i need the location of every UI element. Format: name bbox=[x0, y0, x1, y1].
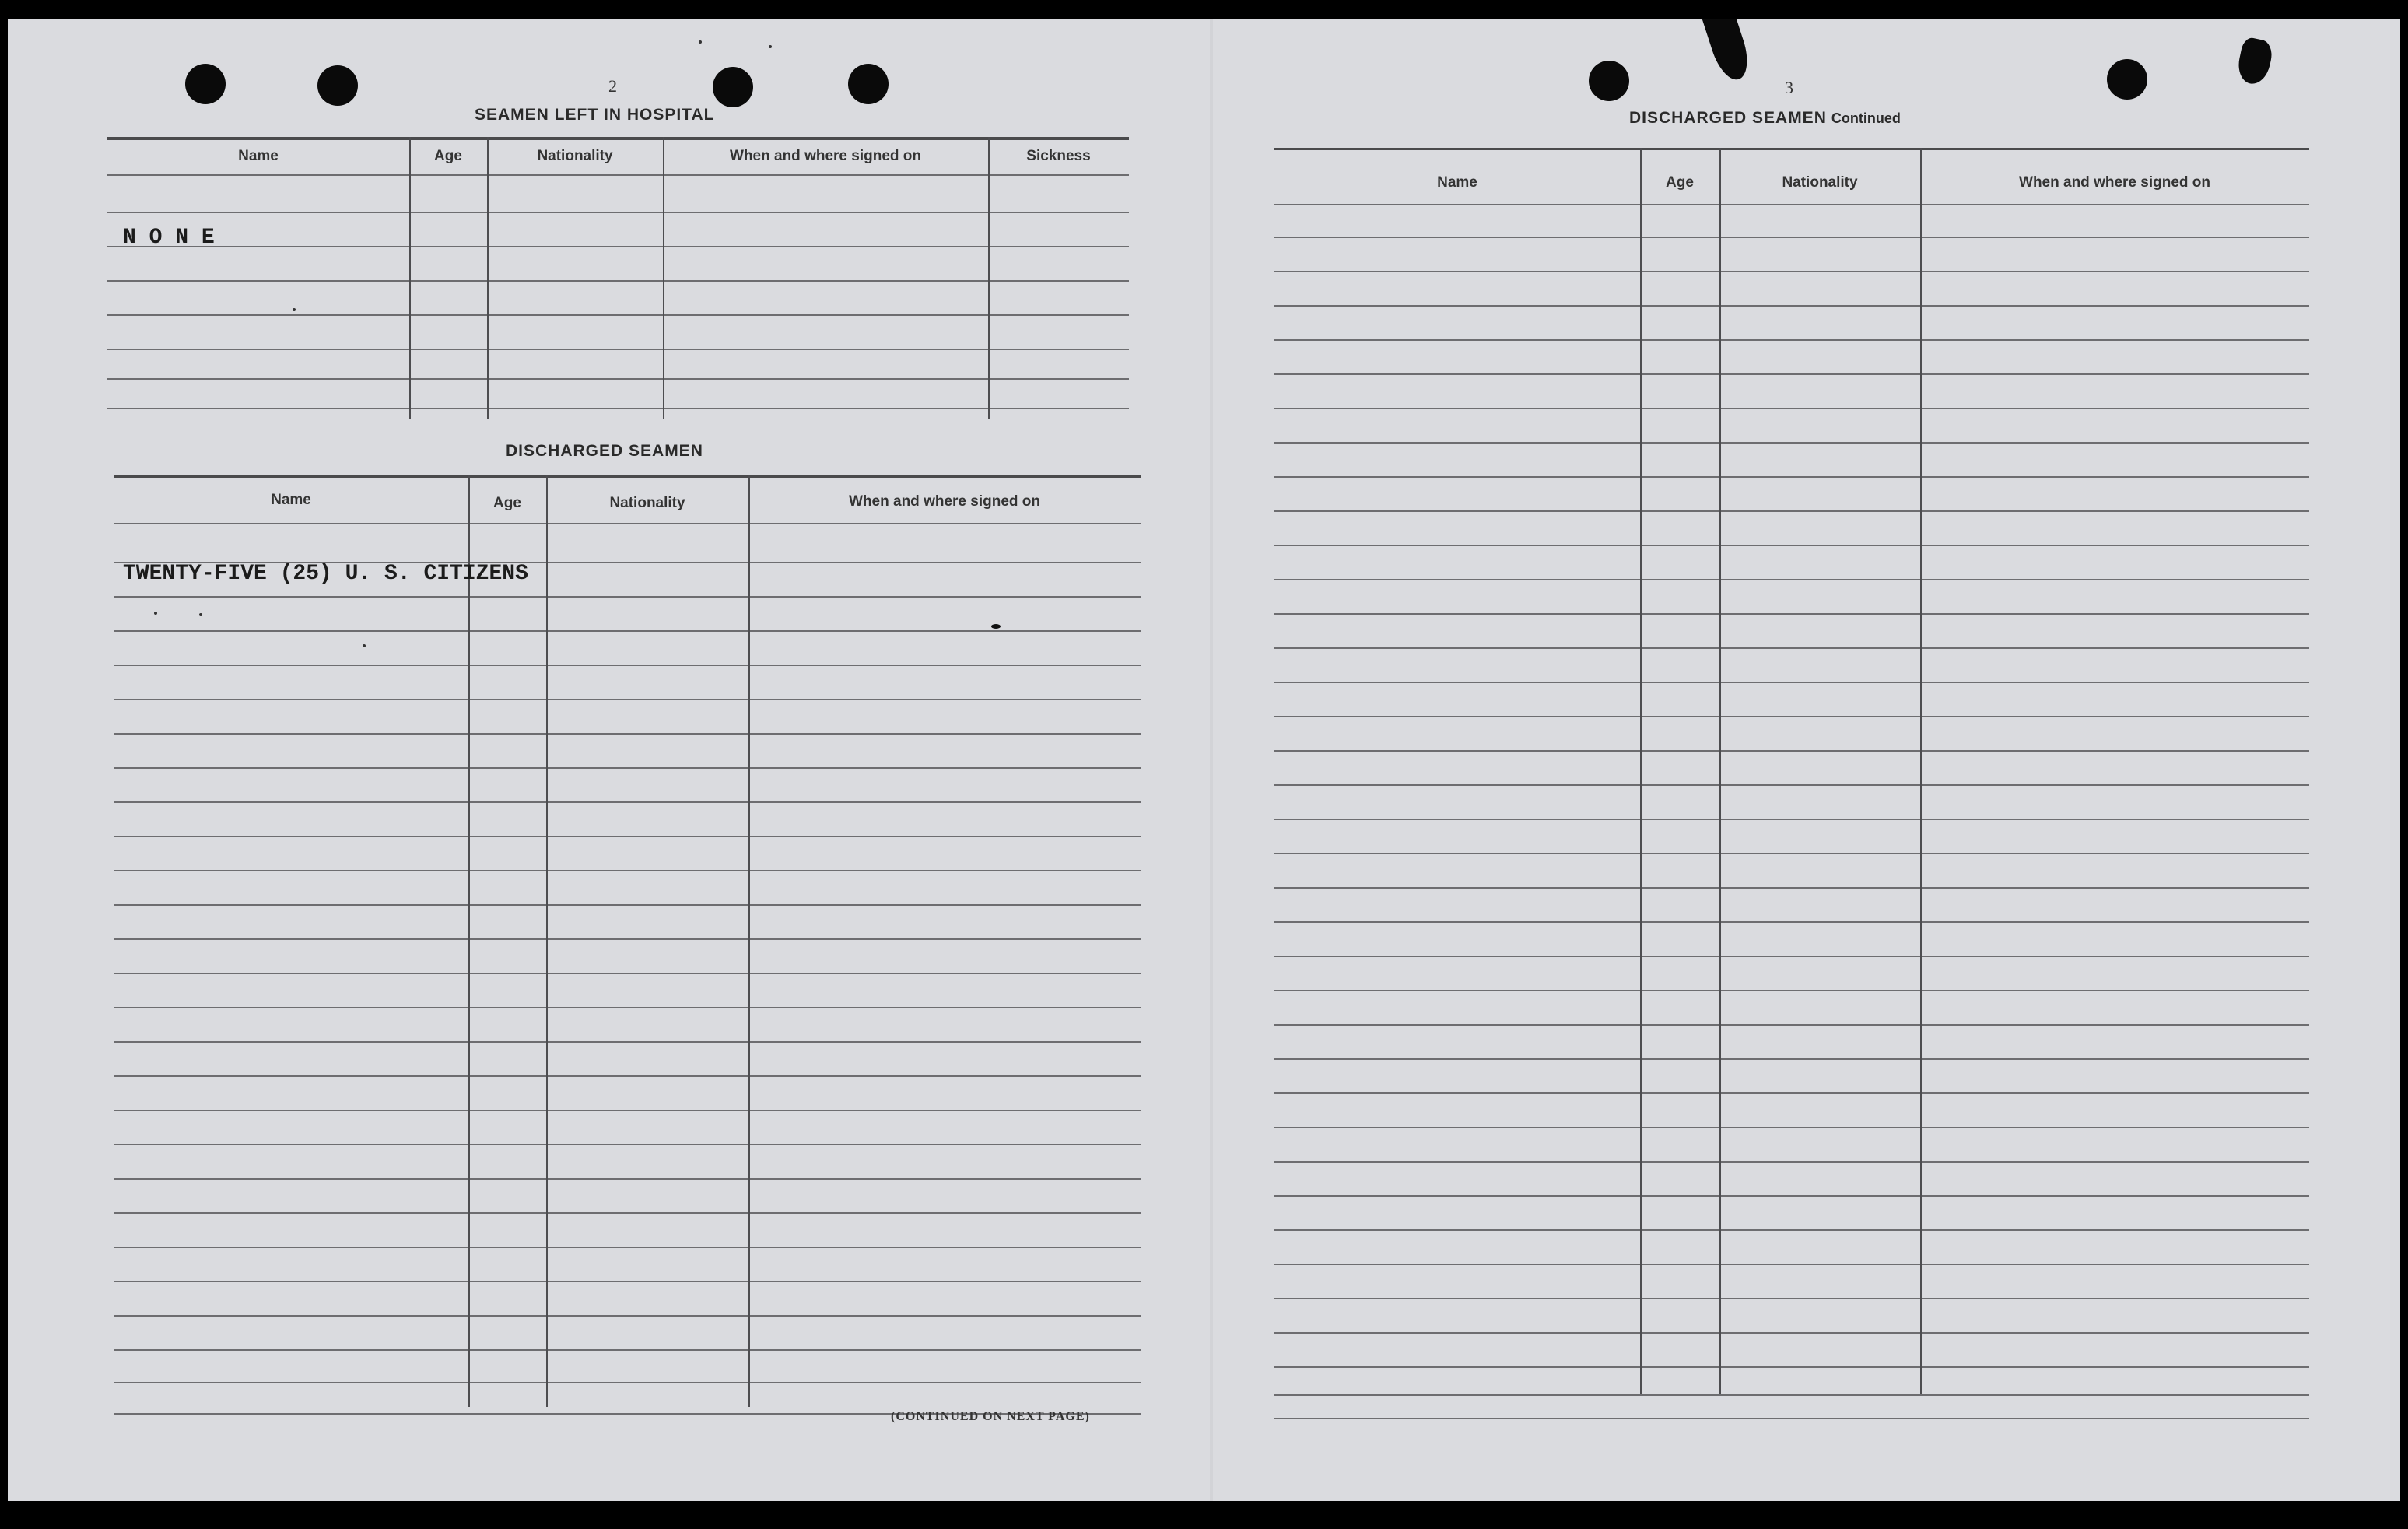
hospital-entry: N O N E bbox=[123, 226, 215, 250]
discharged-title-right bbox=[1629, 109, 1901, 128]
ink-speck bbox=[154, 612, 157, 615]
col-header-name: Name bbox=[1437, 174, 1477, 191]
col-header-age: Age bbox=[1666, 174, 1694, 191]
torn-hole bbox=[2234, 36, 2274, 86]
page-number-right: 3 bbox=[1785, 78, 1793, 97]
ink-speck bbox=[769, 45, 772, 48]
title-suffix: Continued bbox=[1831, 110, 1901, 126]
torn-hole bbox=[1702, 19, 1754, 84]
col-header-nationality: Nationality bbox=[537, 148, 613, 164]
col-header-nationality: Nationality bbox=[1782, 174, 1858, 191]
discharged-table-right bbox=[1274, 148, 2309, 1424]
col-header-age: Age bbox=[434, 148, 462, 164]
col-header-signed-on: When and where signed on bbox=[730, 148, 921, 164]
col-header-name: Name bbox=[271, 492, 311, 508]
title-text: DISCHARGED SEAMEN bbox=[1629, 109, 1827, 127]
page-number-left: 2 bbox=[608, 76, 617, 96]
punch-hole bbox=[185, 64, 226, 104]
punch-hole bbox=[2107, 59, 2147, 100]
document-scan bbox=[8, 19, 2400, 1501]
ink-speck bbox=[293, 308, 296, 311]
col-header-sickness: Sickness bbox=[1026, 148, 1091, 164]
page-fold bbox=[1210, 19, 1213, 1501]
discharged-title-left: DISCHARGED SEAMEN bbox=[506, 442, 703, 460]
punch-hole bbox=[1589, 61, 1629, 101]
col-header-signed-on: When and where signed on bbox=[2019, 174, 2210, 191]
continued-note: (CONTINUED ON NEXT PAGE) bbox=[891, 1410, 1090, 1423]
col-header-age: Age bbox=[493, 495, 521, 511]
ink-speck bbox=[991, 624, 1001, 629]
hospital-table bbox=[107, 137, 1129, 419]
discharged-table-left bbox=[114, 475, 1141, 1418]
punch-hole bbox=[713, 67, 753, 107]
ink-speck bbox=[199, 613, 202, 616]
punch-hole bbox=[848, 64, 889, 104]
discharged-entry: TWENTY-FIVE (25) U. S. CITIZENS bbox=[123, 562, 528, 586]
ink-speck bbox=[699, 40, 702, 44]
col-header-name: Name bbox=[238, 148, 279, 164]
punch-hole bbox=[317, 65, 358, 106]
col-header-signed-on: When and where signed on bbox=[849, 493, 1040, 510]
col-header-nationality: Nationality bbox=[609, 495, 685, 511]
ink-speck bbox=[363, 644, 366, 647]
hospital-title: SEAMEN LEFT IN HOSPITAL bbox=[475, 106, 715, 124]
